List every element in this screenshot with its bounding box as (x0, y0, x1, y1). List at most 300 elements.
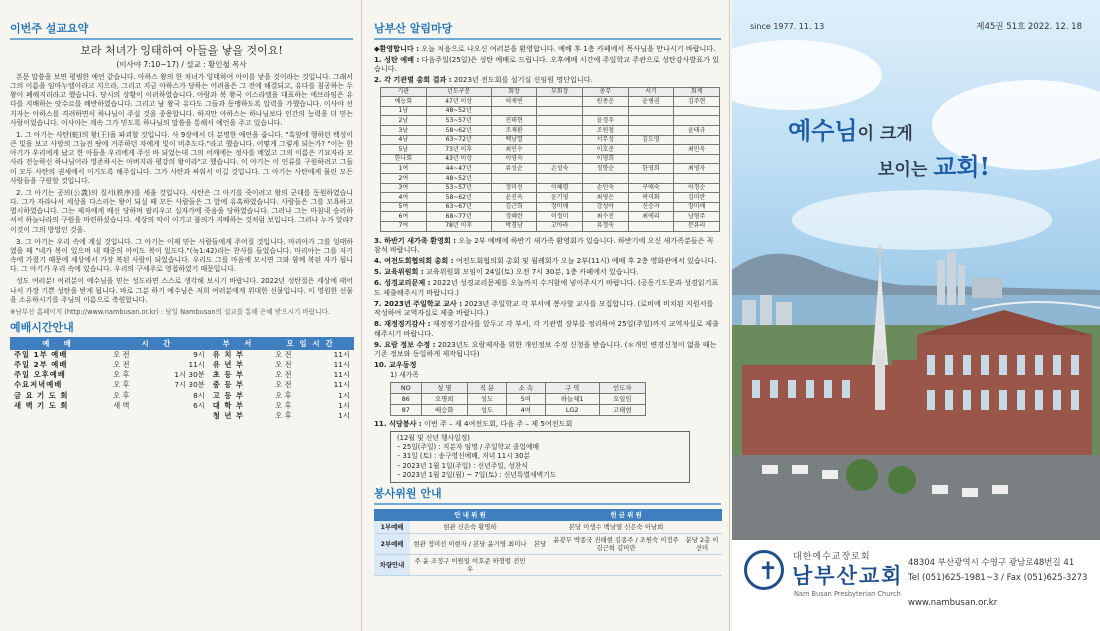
table-cell: 곽미화 (628, 193, 674, 203)
header-cell: 성 명 (421, 382, 467, 393)
list-item (374, 256, 721, 265)
table-cell: 유정숙 (583, 221, 629, 231)
header-cell: 회계 (674, 87, 720, 97)
table-cell: 김도영 (628, 135, 674, 145)
table-cell: 현관 신은숙 황명하 (410, 521, 530, 534)
row-header: 2부예배 (374, 533, 410, 554)
table-cell: 86 (391, 393, 422, 404)
item-text: 다음주일(25일)은 성탄 예배로 드립니다. 오후예배 시간에 주일학교 주관으로 성탄감사발표가 있습니다. (374, 54, 720, 74)
sermon-paragraph: 1. 그 아기는 사탄(蛇)의 왕(王)을 파괴할 것입니다. 사 9장에서 더 분명한 예언을 줍니다. "흑암에 행하던 백성이 큰 빛을 보고 사망의 그늘진 땅에 거주하던 자에게 빛이 비추도다."라고 했습니다. 어떻게 그렇게 되는가? "이는 한 아기가 우리에게 났고 한 아들을 우리에게 주신 바 되었는데 그의 어깨에는 정사를 메었고 그의 이름은 기묘자라 모사라 전능하신 하나님이라 영존하시는 아버지라 평강의 왕이라"고 했습니다. 이 아기는 이 인류를 구원하려고 그들이 모두 사탄의 권세에서 이기도록 해주십니다. 그가 사탄과 싸워서 이길 것입니다. 그 아기는 사탄에게 물린 모든 사람들을 구원할 것입니다. (10, 130, 353, 185)
table-cell: 진태현 (491, 116, 537, 126)
announcement-list (374, 236, 721, 370)
item-title: 9. 요람 정보 수정 : (374, 339, 436, 349)
table-cell: 최에리 (628, 212, 674, 222)
table-cell: 최민욱 (674, 145, 720, 155)
sermon-paragraph: 3. 그 아기는 우리 속에 계실 것입니다. 그 아기는 이제 믿는 사람들에게 주어질 것입니다. 마리아가 그를 잉태하였을 때 "네가 복이 있으며 네 태중의 아이도 복이 있도다."(눅1:42)라는 찬사를 들었습니다. 마리아는 그를 자기 속에 가졌기 때문에 세상에서 가장 복된 사람이 되었습니다. 우리도 그를 마음에 모시면 그와 함께 복된 자가 됩니다. 그 아기가 우리 속에 있습니다. 우리의 구세주로 영접하였기 때문입니다. (10, 237, 353, 274)
list-item (374, 278, 721, 296)
list-item (374, 236, 721, 254)
table-cell: 주일 1부 예배 (14, 350, 68, 360)
cloud (732, 40, 882, 110)
item-title: 3. 하반기 새가족 환영회 : (374, 235, 457, 245)
row-header: 1부예배 (374, 521, 410, 534)
table-cell: 최영자 (674, 164, 720, 174)
table-cell (628, 173, 674, 183)
sermon-body (10, 73, 353, 317)
table-cell (628, 126, 674, 136)
table-cell: 박경남 (491, 221, 537, 231)
table-cell: 서무성 (583, 135, 629, 145)
table-cell (537, 154, 583, 164)
table-cell: 조재환 (491, 126, 537, 136)
table-cell: 원종운 (583, 97, 629, 107)
schedule-body (10, 350, 354, 421)
table-cell: 68~77년 (426, 212, 491, 222)
table-cell: 오 전 (275, 380, 292, 390)
table-row (374, 533, 722, 554)
section-divider (10, 38, 353, 40)
table-cell: 고태현 (599, 404, 645, 415)
table-cell: 11시 (188, 360, 205, 370)
table-cell: 정향순 (583, 164, 629, 174)
table-cell: 오 후 (113, 390, 130, 400)
cover-footer (732, 540, 1100, 631)
table-cell: 윤정우 (583, 116, 629, 126)
list-item (374, 267, 721, 276)
table-cell: 성도 (467, 404, 506, 415)
table-row (10, 400, 354, 410)
table-cell: LG2 (545, 404, 599, 415)
table-cell: 4여 (506, 404, 545, 415)
table-row (10, 370, 354, 380)
list-item (374, 299, 721, 317)
table-cell: 하늘체1 (545, 393, 599, 404)
table-cell: 47년 이상 (426, 97, 491, 107)
list-item (374, 360, 721, 369)
table-cell: 청 년 부 (212, 410, 245, 420)
table-cell: 류성순 (491, 164, 537, 174)
event-line: – 2023년 1월 1일(주일) : 신년주일, 성찬식 (397, 461, 528, 470)
header-cell: 소 속 (506, 382, 545, 393)
table-cell (674, 173, 720, 183)
table-cell: 남형주 (674, 212, 720, 222)
table-cell: 본당 이생수 백남열 신은숙 이남희 (550, 521, 682, 534)
header-cell: 회장 (491, 87, 537, 97)
table-cell: 48~52년 (426, 106, 491, 116)
event-line: (12월 및 신년 행사일정) (397, 434, 470, 443)
church-address-block (908, 556, 1087, 587)
table-cell: 신승자 (628, 202, 674, 212)
table-cell: 최영은 (583, 193, 629, 203)
item-title: 7. 2023년 주일학교 교사 : (374, 298, 463, 308)
table-row (381, 106, 720, 116)
header-cell: 헌 금 위 원 (530, 509, 722, 521)
item-text: 오늘 2부 예배에 하반기 새가족 환영회가 있습니다. 하반기에 오신 새가족분들은 꼭 참석 바랍니다. (374, 235, 714, 254)
table-cell: 오 전 (113, 360, 130, 370)
sermon-paragraph: 2. 그 아기는 공의(公義)의 질서(秩序)를 세울 것입니다. 사탄은 그 아기를 죽이려고 왕의 군대를 동원하였습니다. 그가 자라나서 세상을 다스리는 왕이 되실 때 모든 사람들은 그 앞에 유혹하였습니다. 사람들은 그를 모욕하고 멸시하였습니다. 그는 제자에게 배신 당하며 팔리우고 십자가에 죽음을 당하였습니다. 그러나 그는 마침내 승리하셔서 하늘나라의 구원을 마련하셨습니다. 세상의 악이 이기고 불의가 지배하는 것처럼 보입니다. 그러나 누가 알랴? 이것이 그의 방법인 것을. (10, 188, 353, 234)
table-header-row (10, 337, 354, 350)
list-item (374, 319, 721, 337)
newcomer-label: 1) 새가족 (390, 371, 419, 380)
table-cell: 58~62년 (426, 193, 491, 203)
table-cell: 강성아 (583, 202, 629, 212)
table-cell (537, 106, 583, 116)
church-english-name: Nam Busan Presbyterian Church (794, 590, 901, 598)
table-cell: 87 (391, 404, 422, 415)
table-cell (583, 106, 629, 116)
table-cell: 63~72년 (426, 135, 491, 145)
list-item (374, 419, 721, 428)
item-text: 이번 주 – 제 4여전도회, 다음 주 – 제 5여전도회 (424, 418, 573, 428)
table-row (391, 404, 646, 415)
since-date: since 1977. 11. 13 (750, 22, 825, 31)
table-cell: 2남 (381, 116, 427, 126)
table-header-row (374, 509, 722, 521)
table-cell (537, 116, 583, 126)
table-cell: 오 후 (275, 410, 292, 420)
table-cell: 1시 (338, 400, 350, 410)
table-row (381, 116, 720, 126)
table-cell: 고 등 부 (212, 390, 245, 400)
table-row (10, 410, 354, 420)
table-cell: 김근희 (491, 202, 537, 212)
table-cell: 정혜란 (491, 212, 537, 222)
table-row (381, 173, 720, 183)
list-item (374, 55, 721, 73)
table-cell: 1여 (381, 164, 427, 174)
table-row (381, 154, 720, 164)
event-line: – 25일(주일) : 직분자 임명 / 주일학교 졸업예배 (397, 443, 540, 452)
website-link[interactable]: www.nambusan.or.kr (908, 598, 998, 608)
list-item (374, 340, 721, 358)
announcements-column (364, 0, 730, 631)
table-row (381, 97, 720, 107)
section-divider (374, 503, 721, 505)
officers-body (381, 97, 720, 231)
table-row (381, 221, 720, 231)
table-cell: 58~62년 (426, 126, 491, 136)
phone-fax: Tel (051)625-1981~3 / Fax (051)625-3273 (908, 573, 1088, 584)
item-text: 교육위원회 모임이 24일(토) 오전 7시 30분, 1층 카페에서 있습니다. (425, 267, 639, 277)
table-row (374, 521, 722, 534)
table-cell: 3남 (381, 126, 427, 136)
header-cell: 구 역 (545, 382, 599, 393)
table-header-row (391, 382, 646, 393)
officers-table (380, 87, 720, 232)
item-text: 오늘 처음으로 나오신 여러분을 환영합니다. 예배 후 1층 카페에서 목사님을 만나시기 바랍니다. (421, 43, 716, 53)
table-cell: 윤광무 박종국 진태현 김종주 / 조원숙 이정주 김근희 김미란 (550, 533, 682, 554)
table-cell: 오 전 (275, 350, 292, 360)
table-cell: 초 등 부 (212, 370, 245, 380)
table-cell: 고아라 (537, 221, 583, 231)
sermon-paragraph: 본문 말씀을 보면 평범한 예언 같습니다. 아하스 왕의 한 처녀가 잉태하여 아이를 낳을 것이라는 것입니다. 그래서 그의 이름을 임마누엘이라고 지으라, 그리고 지금 아하스가 당하는 어려움은 그 전에 해결되고, 유다를 침공하는 두 왕이 폐해지리라고 했습니다. 당시의 상황이 이러하였습니다. 아람과 북 왕국 이스라엘을 대표하는 에브라임은 유다를 지배하는 앗수르를 배반하였습니다. 그리고 남 왕국 유다도 그들과 동맹하도록 압력을 가했습니다. 이사야 선지자는 아하스를 격려하면서 하나님이 주실 것을 종용합니다. 하지만 아하스는 하나님보다 인간의 능력을 더 믿는 사람이었습니다. 이사야는 계속 그가 믿도록 하나님의 말씀을 통해서 예언을 주고 있습니다. (10, 72, 353, 127)
city-skyline-illustration (732, 240, 1100, 540)
list-item (374, 44, 721, 53)
header-cell: 년도구분 (426, 87, 491, 97)
table-cell (628, 106, 674, 116)
table-cell (550, 554, 682, 575)
sermon-section-title: 이번주 설교요약 (10, 22, 89, 35)
table-cell: 한영희 (628, 164, 674, 174)
table-cell: 김주현 (674, 97, 720, 107)
table-cell (530, 521, 550, 534)
table-cell (148, 410, 209, 420)
header-cell: 모임시간 (271, 337, 354, 350)
cover-panel (732, 0, 1100, 631)
item-title: 2. 각 기관별 총회 결과 : (374, 75, 452, 85)
table-cell: 48~52년 (426, 173, 491, 183)
table-cell: 유 치 부 (212, 350, 245, 360)
table-cell: 63~67년 (426, 202, 491, 212)
table-cell: 11시 (333, 370, 350, 380)
table-cell: 이호준 (583, 145, 629, 155)
table-cell: 현관 정미선 이현자 / 본당 윤기영 최미나 (410, 533, 530, 554)
sermon-paragraph: 성도 여러분! 여러분이 예수님을 믿는 성도라면 스스로 생각해 보시기 바랍니다. 2022년 성탄절은 세상에 태어나서 가장 기쁜 성탄을 받게 됩니다. 바로 그분 하기 예수님은 저희 여러분에게 위대한 선물입니다. 이 영원한 선물을 소유하시기를 주님의 이름으로 축원합니다. (10, 277, 353, 304)
table-cell: 금 요 기 도 회 (14, 390, 69, 400)
sermon-reference: (이사야 7:10~17) / 설교 : 황인철 목사 (116, 59, 247, 69)
table-row (374, 554, 722, 575)
table-cell: 4남 (381, 135, 427, 145)
table-cell: 구애숙 (628, 183, 674, 193)
table-cell (537, 135, 583, 145)
table-cell (537, 126, 583, 136)
address: 48304 부산광역시 수영구 광남로48번길 41 (908, 558, 1075, 568)
table-cell: 7여 (381, 221, 427, 231)
item-title: 6. 성경교리문제 : (374, 278, 431, 288)
header-cell: 기관 (381, 87, 427, 97)
table-cell: 5여 (506, 393, 545, 404)
header-cell: 예 배 (10, 337, 109, 350)
list-item (374, 75, 721, 84)
slogan-part: 보이는 (878, 160, 934, 180)
table-cell (491, 173, 537, 183)
table-cell: 문유리 (674, 221, 720, 231)
slogan-part: 교회! (933, 152, 991, 181)
item-title: 10. 교우동정 (374, 360, 417, 370)
serve-title: 봉사위원 안내 (374, 486, 442, 500)
volunteer-body (374, 521, 722, 576)
table-cell (537, 173, 583, 183)
header-cell: 직 분 (467, 382, 506, 393)
table-cell: 윤기영 (537, 193, 583, 203)
table-cell: 오 전 (275, 360, 292, 370)
table-cell: 본당 (530, 533, 550, 554)
table-cell: 6여 (381, 212, 427, 222)
table-cell: 53~57년 (426, 183, 491, 193)
table-cell (583, 173, 629, 183)
table-cell: 오 후 (113, 370, 130, 380)
item-text: 재정정기감사를 앞두고 각 부서, 각 기관별 장부를 정리하여 25일(주일)까지 교역자실로 제출해주시기 바랍니다. (374, 319, 719, 338)
table-cell: 1시 (338, 390, 350, 400)
table-cell: 새 벽 기 도 회 (14, 400, 69, 410)
row-header: 차량안내 (374, 554, 410, 575)
table-cell (537, 97, 583, 107)
table-cell (674, 106, 720, 116)
table-cell: 오 후 (275, 400, 292, 410)
table-row (391, 393, 646, 404)
table-cell (628, 116, 674, 126)
item-text: 2023년 주일학교 각 부서에 봉사할 교사를 모집합니다. (로비에 비치된 지원서를 작성하여 교역자실로 제출 바랍니다.) (374, 298, 714, 318)
slogan-part: 예수님 (788, 116, 858, 145)
table-cell (491, 106, 537, 116)
schedule-title: 예배시간안내 (10, 320, 74, 334)
table-cell (628, 145, 674, 155)
table-cell (682, 521, 722, 534)
table-cell: 오 후 (275, 390, 292, 400)
table-cell: 손인숙 (583, 183, 629, 193)
volunteer-table (374, 509, 722, 576)
table-cell: 중 등 부 (212, 380, 245, 390)
item-text: 2022년 성경교리문제를 오늘까지 수거함에 넣어주시기 바랍니다. (공동기도문과 성경읽기표도 제출해주시기 바랍니다.) (374, 278, 719, 297)
table-cell: 44~47년 (426, 164, 491, 174)
header-cell: 총무 (583, 87, 629, 97)
table-cell: 오명희 (421, 393, 467, 404)
church-logo-icon (744, 550, 784, 590)
homepage-note: ※남부산 홈페이지 (http://www.nambusan.or.kr) : 당일 Nambusan의 설교를 통해 은혜 받으시기 바랍니다. (10, 308, 330, 316)
table-cell (682, 554, 722, 575)
issue-number: 제45권 51호 2022. 12. 18 (976, 22, 1082, 32)
item-text: 2023년도 요람제작을 위한 개인정보 수정 신청을 받습니다. (＊개인 변경신청이 없을 때는 기존 정보와 동일하게 제작됩니다) (374, 339, 717, 358)
table-cell: 오 후 (113, 380, 130, 390)
table-cell: 대 학 부 (212, 400, 245, 410)
table-cell: 주일 오후예배 (14, 370, 66, 380)
table-cell (674, 116, 720, 126)
sermon-title: 보라 처녀가 잉태하여 아들을 낳을 것이요! (80, 43, 283, 57)
table-cell (10, 410, 109, 420)
church-name: 남부산교회 (792, 564, 904, 588)
header-cell: 안 내 위 원 (410, 509, 530, 521)
table-cell: 43년 이상 (426, 154, 491, 164)
table-cell (109, 410, 148, 420)
table-cell: 백남열 (491, 135, 537, 145)
item-title: 11. 식당봉사 : (374, 418, 422, 428)
table-row (10, 350, 354, 360)
table-cell: 11시 (333, 350, 350, 360)
table-cell: 예능회 (381, 97, 427, 107)
table-cell: 윤병권 (628, 97, 674, 107)
newcomer-table (390, 382, 646, 416)
table-cell: 1시 (338, 410, 350, 420)
item-title: 5. 교육위원회 : (374, 267, 424, 277)
table-cell: 1남 (381, 106, 427, 116)
news-title: 남부산 알림마당 (374, 22, 453, 35)
table-row (381, 164, 720, 174)
table-cell: 윤진옥 (491, 193, 537, 203)
table-cell: 허재빈 (491, 97, 537, 107)
item-text: 2023년 전도회를 설기실 신임원 명단입니다. (453, 75, 593, 85)
header-cell: 부회장 (537, 87, 583, 97)
table-cell: 78년 이후 (426, 221, 491, 231)
table-cell: 11시 (333, 360, 350, 370)
table-cell: 2여 (381, 173, 427, 183)
table-cell: 3여 (381, 183, 427, 193)
table-cell: 성도 (467, 393, 506, 404)
announcement-list (374, 44, 721, 85)
table-cell (537, 145, 583, 155)
table-row (10, 380, 354, 390)
slogan-part: 이 크게 (857, 124, 913, 144)
item-title: 1. 성탄 예배 : (374, 54, 420, 64)
header-cell: 부 서 (209, 337, 271, 350)
table-header-row (381, 87, 720, 97)
table-cell: 최인수 (491, 145, 537, 155)
header-cell: 시 간 (109, 337, 209, 350)
table-cell: 김미란 (674, 193, 720, 203)
worship-schedule-table (10, 337, 354, 421)
table-row (381, 135, 720, 145)
table-cell: 이혜령 (537, 183, 583, 193)
table-cell: 오 전 (275, 370, 292, 380)
announcement-list (374, 419, 721, 428)
table-cell: 이정순 (674, 183, 720, 193)
table-cell: 이영희 (583, 154, 629, 164)
table-cell: 4여 (381, 193, 427, 203)
table-cell: 8시 (193, 390, 205, 400)
table-row (381, 202, 720, 212)
item-title: 4. 여전도회협의회 총회 : (374, 255, 454, 265)
event-line: – 31일 (토) : 송구영신예배, 저녁 11시 30분 (397, 452, 531, 461)
sermon-column (0, 0, 362, 631)
event-line: – 2023년 1월 2일(월) ~ 7일(토) : 신년특별새벽기도 (397, 470, 557, 479)
table-cell: 윤태규 (674, 126, 720, 136)
table-row (10, 360, 354, 370)
events-box (390, 431, 690, 483)
table-cell (530, 554, 550, 575)
table-cell: 6시 (193, 400, 205, 410)
table-cell (628, 154, 674, 164)
table-cell: 수요저녁예배 (14, 380, 63, 390)
table-cell: 한나회 (381, 154, 427, 164)
table-row (381, 126, 720, 136)
item-title: 8. 재정정기감사 : (374, 319, 431, 329)
header-cell: NO (391, 382, 422, 393)
table-cell: 7시 30분 (174, 380, 205, 390)
table-cell: 주일 2부 예배 (14, 360, 68, 370)
table-cell: 유 년 부 (212, 360, 245, 370)
table-cell: 이영숙 (491, 154, 537, 164)
denomination: 대한예수교장로회 (793, 552, 871, 562)
table-cell: 최수진 (583, 212, 629, 222)
table-row (381, 145, 720, 155)
cover-slogan (788, 116, 990, 182)
table-row (381, 193, 720, 203)
table-cell: 1시 30분 (174, 370, 205, 380)
table-cell: 주 윤 조정구 이원일 이호준 하형렬 전민우 (410, 554, 530, 575)
table-cell: 조원철 (583, 126, 629, 136)
table-cell: 11시 (333, 380, 350, 390)
table-cell (674, 154, 720, 164)
header-cell (374, 509, 410, 521)
table-cell: 5여 (381, 202, 427, 212)
table-cell: 오일임 (599, 393, 645, 404)
table-cell: 정미선 (491, 183, 537, 193)
table-cell: 오 전 (113, 350, 130, 360)
table-cell: 5남 (381, 145, 427, 155)
table-cell: 배승화 (421, 404, 467, 415)
table-cell (674, 135, 720, 145)
table-cell: 9시 (193, 350, 205, 360)
header-cell: 서기 (628, 87, 674, 97)
item-text: 여전도회협의회 총회 및 월례회가 오늘 2부(11시) 예배 후 2층 영화관에서 있습니다. (455, 255, 717, 265)
table-cell: 53~57년 (426, 116, 491, 126)
table-row (381, 183, 720, 193)
table-cell: 73년 이후 (426, 145, 491, 155)
header-cell: 인도자 (599, 382, 645, 393)
table-cell: 이정미 (537, 212, 583, 222)
item-title: ◆환영합니다 : (374, 43, 420, 53)
table-row (381, 212, 720, 222)
table-cell: 손성숙 (537, 164, 583, 174)
table-cell (628, 221, 674, 231)
